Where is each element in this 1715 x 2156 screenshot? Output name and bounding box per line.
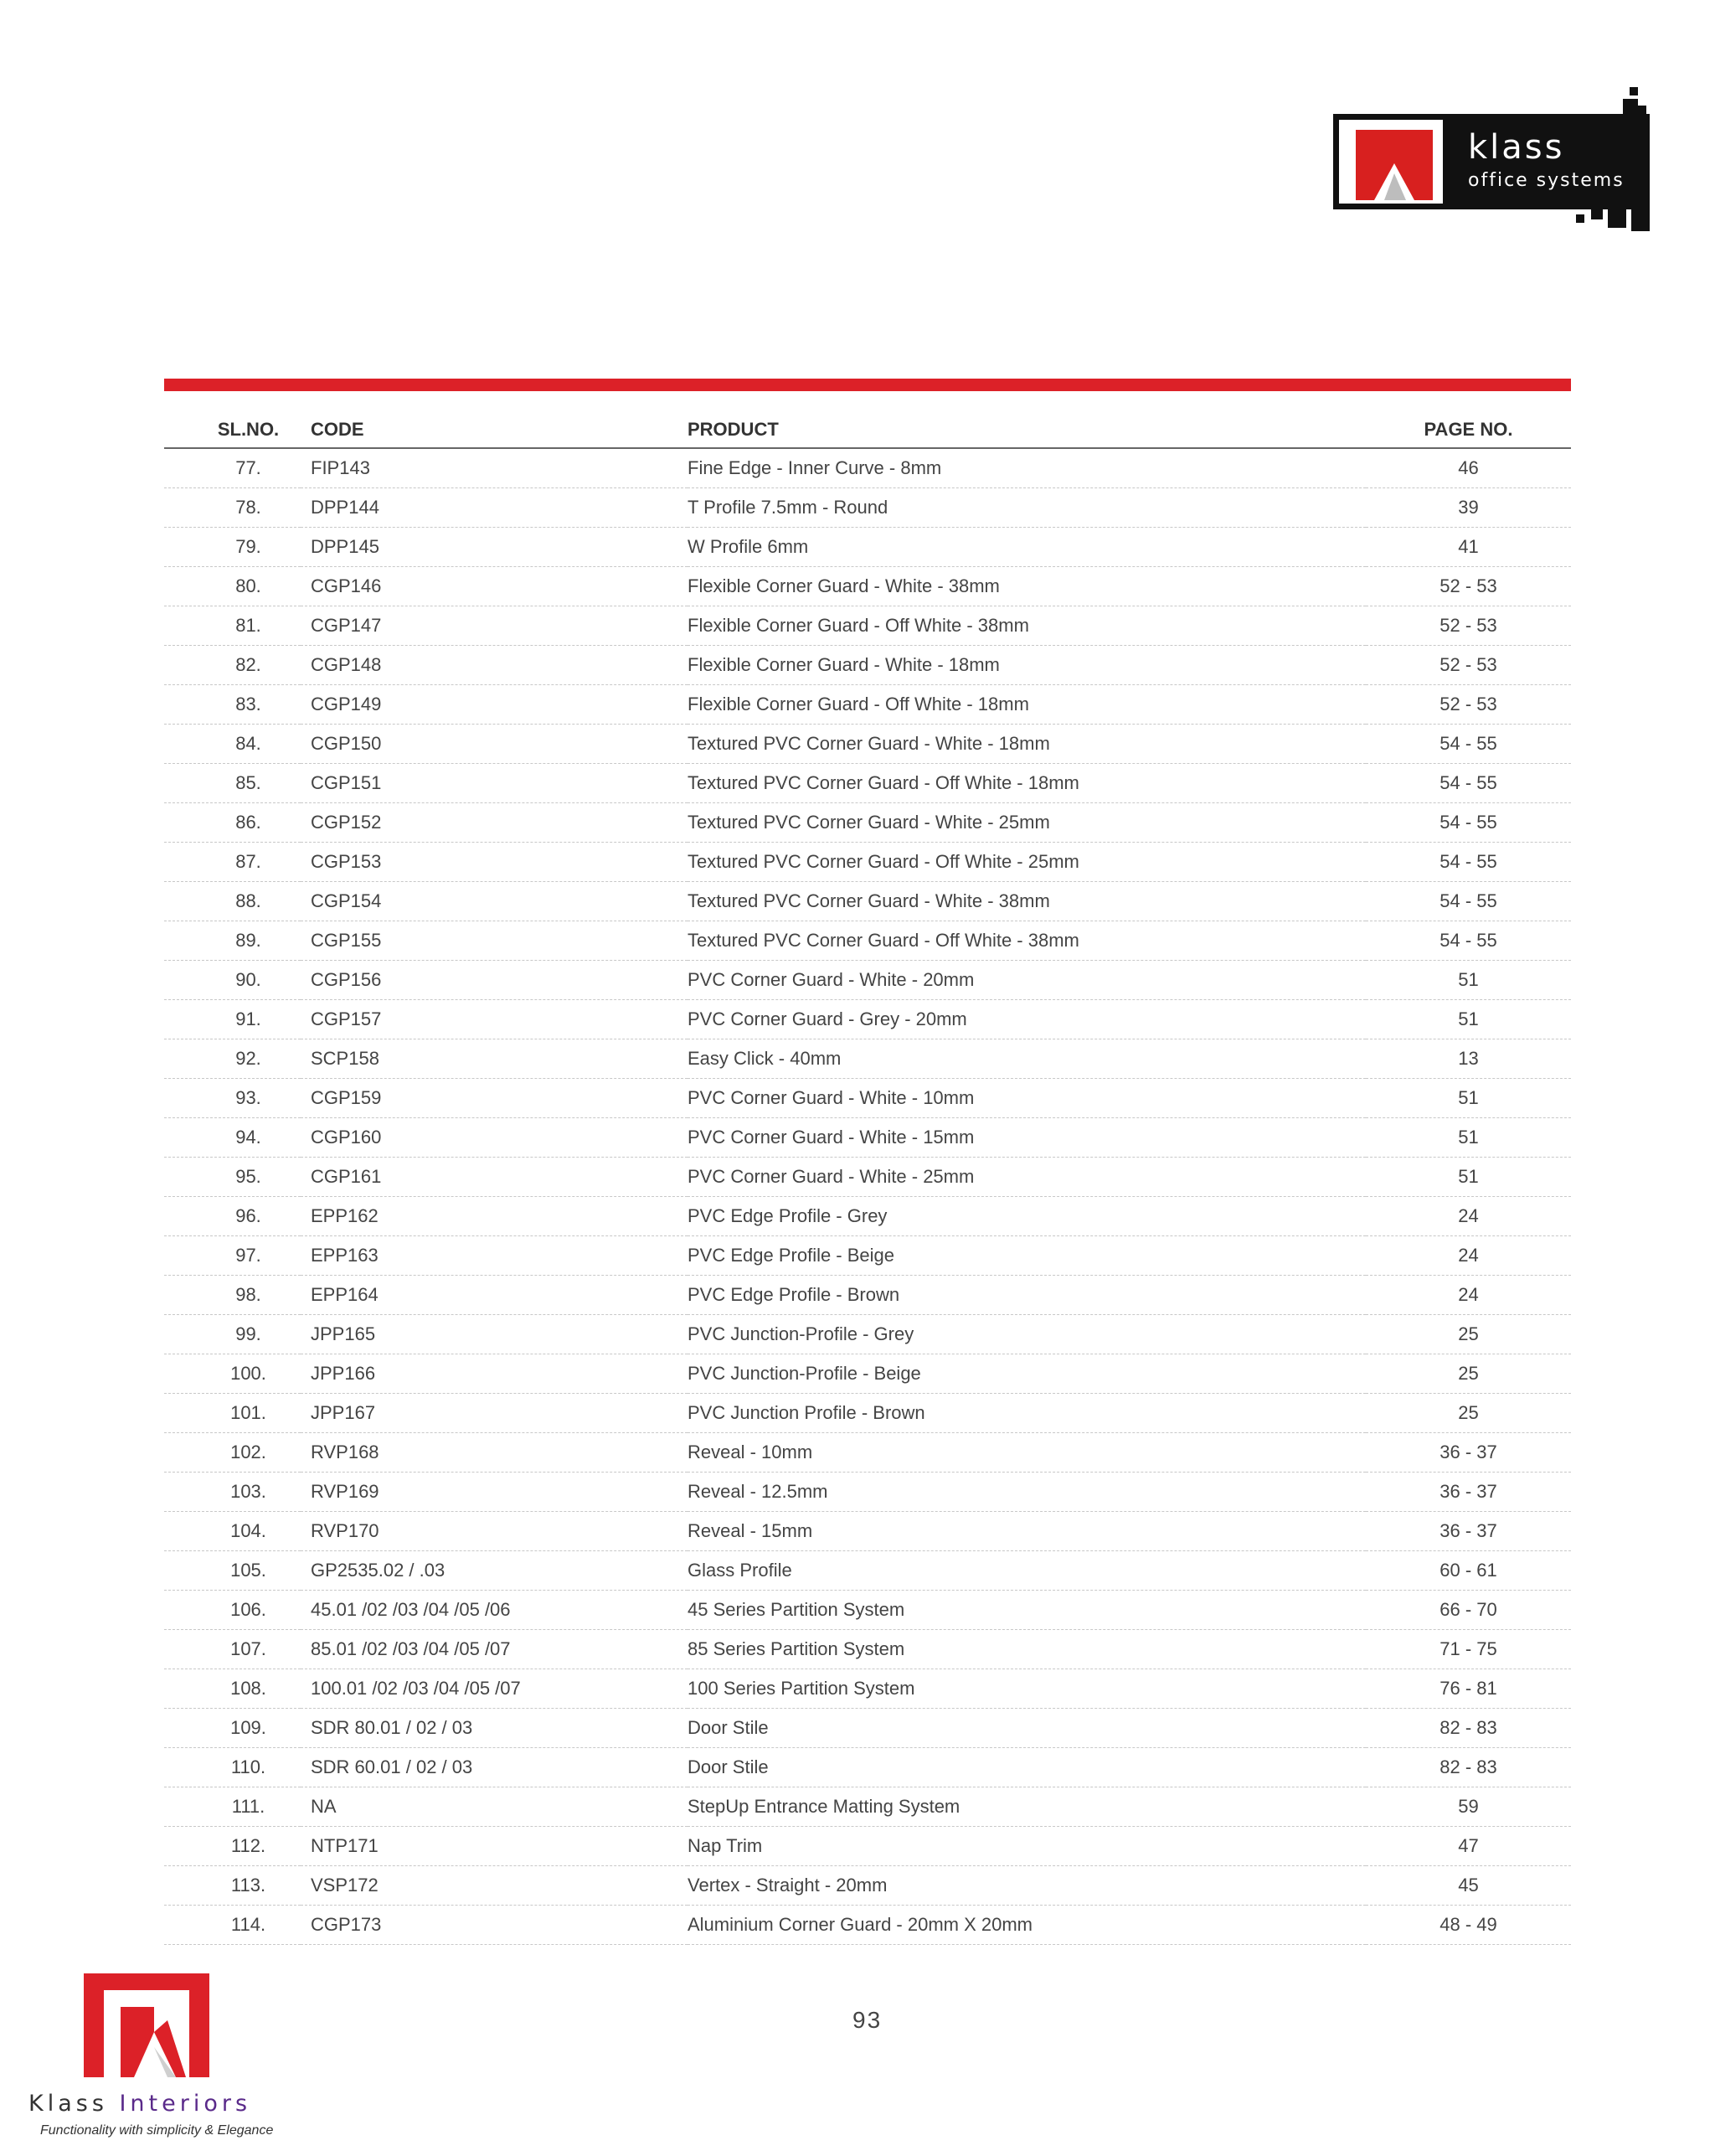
cell-page-no: 45 bbox=[1366, 1866, 1571, 1906]
cell-product: PVC Corner Guard - White - 10mm bbox=[688, 1079, 1366, 1118]
table-row bbox=[164, 1354, 1571, 1394]
cell-product: StepUp Entrance Matting System bbox=[688, 1787, 1366, 1827]
table-row bbox=[164, 1473, 1571, 1512]
cell-product: T Profile 7.5mm - Round bbox=[688, 488, 1366, 528]
brand-subtitle: office systems bbox=[1468, 170, 1625, 191]
cell-sl-no: 97. bbox=[164, 1236, 301, 1276]
cell-sl-no: 90. bbox=[164, 961, 301, 1000]
cell-code: CGP173 bbox=[301, 1906, 688, 1945]
logo-pixel bbox=[1576, 214, 1584, 223]
cell-sl-no: 98. bbox=[164, 1276, 301, 1315]
table-row bbox=[164, 488, 1571, 528]
brand-mark-icon bbox=[1356, 130, 1433, 200]
cell-sl-no: 89. bbox=[164, 921, 301, 961]
cell-page-no: 46 bbox=[1366, 448, 1571, 488]
logo-pixel bbox=[1631, 209, 1650, 231]
logo-pixel bbox=[1591, 208, 1603, 219]
cell-product: Textured PVC Corner Guard - White - 25mm bbox=[688, 803, 1366, 843]
cell-product: Reveal - 12.5mm bbox=[688, 1473, 1366, 1512]
cell-product: Textured PVC Corner Guard - Off White - 38mm bbox=[688, 921, 1366, 961]
cell-product: PVC Edge Profile - Grey bbox=[688, 1197, 1366, 1236]
cell-page-no: 25 bbox=[1366, 1394, 1571, 1433]
cell-code: RVP170 bbox=[301, 1512, 688, 1551]
table-row bbox=[164, 606, 1571, 646]
cell-page-no: 51 bbox=[1366, 1158, 1571, 1197]
cell-code: RVP168 bbox=[301, 1433, 688, 1473]
table-row bbox=[164, 725, 1571, 764]
cell-code: CGP152 bbox=[301, 803, 688, 843]
cell-page-no: 52 - 53 bbox=[1366, 685, 1571, 725]
logo-pixel bbox=[1630, 87, 1638, 95]
cell-code: JPP167 bbox=[301, 1394, 688, 1433]
table-row bbox=[164, 1197, 1571, 1236]
cell-product: PVC Edge Profile - Beige bbox=[688, 1236, 1366, 1276]
cell-sl-no: 85. bbox=[164, 764, 301, 803]
cell-product: PVC Junction-Profile - Grey bbox=[688, 1315, 1366, 1354]
cell-page-no: 25 bbox=[1366, 1354, 1571, 1394]
table-row bbox=[164, 1079, 1571, 1118]
product-index-table bbox=[164, 412, 1571, 1945]
cell-sl-no: 91. bbox=[164, 1000, 301, 1039]
cell-code: NTP171 bbox=[301, 1827, 688, 1866]
cell-sl-no: 101. bbox=[164, 1394, 301, 1433]
cell-sl-no: 112. bbox=[164, 1827, 301, 1866]
cell-code: CGP153 bbox=[301, 843, 688, 882]
table-header-row bbox=[164, 412, 1571, 448]
table-row bbox=[164, 1158, 1571, 1197]
cell-code: CGP154 bbox=[301, 882, 688, 921]
cell-product: Door Stile bbox=[688, 1709, 1366, 1748]
footer-name-part2: Interiors bbox=[119, 2091, 252, 2117]
cell-page-no: 54 - 55 bbox=[1366, 803, 1571, 843]
table-row bbox=[164, 1591, 1571, 1630]
header-code: CODE bbox=[301, 412, 688, 448]
cell-code: CGP147 bbox=[301, 606, 688, 646]
table-row bbox=[164, 685, 1571, 725]
table-row bbox=[164, 528, 1571, 567]
cell-product: Flexible Corner Guard - White - 18mm bbox=[688, 646, 1366, 685]
cell-sl-no: 88. bbox=[164, 882, 301, 921]
table-row bbox=[164, 1000, 1571, 1039]
cell-code: RVP169 bbox=[301, 1473, 688, 1512]
cell-product: 45 Series Partition System bbox=[688, 1591, 1366, 1630]
cell-sl-no: 94. bbox=[164, 1118, 301, 1158]
cell-sl-no: 81. bbox=[164, 606, 301, 646]
cell-code: CGP156 bbox=[301, 961, 688, 1000]
cell-product: Flexible Corner Guard - Off White - 38mm bbox=[688, 606, 1366, 646]
cell-sl-no: 105. bbox=[164, 1551, 301, 1591]
cell-page-no: 48 - 49 bbox=[1366, 1906, 1571, 1945]
cell-sl-no: 104. bbox=[164, 1512, 301, 1551]
cell-page-no: 51 bbox=[1366, 961, 1571, 1000]
cell-code: 45.01 /02 /03 /04 /05 /06 bbox=[301, 1591, 688, 1630]
cell-code: CGP151 bbox=[301, 764, 688, 803]
footer-name-part1: Klass bbox=[28, 2091, 120, 2117]
footer-company-name bbox=[28, 2091, 251, 2117]
cell-product: Glass Profile bbox=[688, 1551, 1366, 1591]
cell-sl-no: 108. bbox=[164, 1669, 301, 1709]
cell-product: PVC Edge Profile - Brown bbox=[688, 1276, 1366, 1315]
cell-page-no: 54 - 55 bbox=[1366, 764, 1571, 803]
cell-product: Textured PVC Corner Guard - Off White - 25mm bbox=[688, 843, 1366, 882]
cell-page-no: 54 - 55 bbox=[1366, 843, 1571, 882]
cell-page-no: 52 - 53 bbox=[1366, 646, 1571, 685]
cell-sl-no: 113. bbox=[164, 1866, 301, 1906]
cell-code: CGP159 bbox=[301, 1079, 688, 1118]
cell-page-no: 39 bbox=[1366, 488, 1571, 528]
cell-page-no: 24 bbox=[1366, 1236, 1571, 1276]
cell-page-no: 54 - 55 bbox=[1366, 725, 1571, 764]
cell-product: Fine Edge - Inner Curve - 8mm bbox=[688, 448, 1366, 488]
cell-product: PVC Junction-Profile - Beige bbox=[688, 1354, 1366, 1394]
table-row bbox=[164, 764, 1571, 803]
header-sl-no: SL.NO. bbox=[164, 412, 301, 448]
cell-code: CGP146 bbox=[301, 567, 688, 606]
header-page-no: PAGE NO. bbox=[1366, 412, 1571, 448]
cell-page-no: 54 - 55 bbox=[1366, 882, 1571, 921]
cell-product: Reveal - 15mm bbox=[688, 1512, 1366, 1551]
cell-code: CGP157 bbox=[301, 1000, 688, 1039]
header-red-bar bbox=[164, 379, 1571, 391]
cell-page-no: 51 bbox=[1366, 1118, 1571, 1158]
table-row bbox=[164, 961, 1571, 1000]
cell-code: EPP162 bbox=[301, 1197, 688, 1236]
cell-product: PVC Junction Profile - Brown bbox=[688, 1394, 1366, 1433]
table-row bbox=[164, 646, 1571, 685]
logo-pixel bbox=[1623, 99, 1638, 114]
table-row bbox=[164, 1394, 1571, 1433]
table-row bbox=[164, 1118, 1571, 1158]
cell-sl-no: 78. bbox=[164, 488, 301, 528]
cell-page-no: 66 - 70 bbox=[1366, 1591, 1571, 1630]
table-row bbox=[164, 1315, 1571, 1354]
table-row bbox=[164, 1906, 1571, 1945]
cell-product: PVC Corner Guard - Grey - 20mm bbox=[688, 1000, 1366, 1039]
cell-page-no: 24 bbox=[1366, 1276, 1571, 1315]
table-row bbox=[164, 1787, 1571, 1827]
cell-product: Flexible Corner Guard - Off White - 18mm bbox=[688, 685, 1366, 725]
cell-page-no: 52 - 53 bbox=[1366, 606, 1571, 646]
cell-page-no: 82 - 83 bbox=[1366, 1748, 1571, 1787]
table-row bbox=[164, 1276, 1571, 1315]
table-row bbox=[164, 1512, 1571, 1551]
table-row bbox=[164, 1669, 1571, 1709]
cell-code: VSP172 bbox=[301, 1866, 688, 1906]
cell-page-no: 47 bbox=[1366, 1827, 1571, 1866]
cell-code: CGP150 bbox=[301, 725, 688, 764]
cell-page-no: 60 - 61 bbox=[1366, 1551, 1571, 1591]
footer-tagline: Functionality with simplicity & Elegance bbox=[40, 2123, 274, 2138]
cell-sl-no: 99. bbox=[164, 1315, 301, 1354]
cell-sl-no: 103. bbox=[164, 1473, 301, 1512]
cell-code: JPP165 bbox=[301, 1315, 688, 1354]
cell-sl-no: 83. bbox=[164, 685, 301, 725]
cell-sl-no: 109. bbox=[164, 1709, 301, 1748]
table-row bbox=[164, 1709, 1571, 1748]
table-row bbox=[164, 1827, 1571, 1866]
cell-code: GP2535.02 / .03 bbox=[301, 1551, 688, 1591]
table-row bbox=[164, 1551, 1571, 1591]
table-row bbox=[164, 921, 1571, 961]
cell-code: CGP161 bbox=[301, 1158, 688, 1197]
cell-code: JPP166 bbox=[301, 1354, 688, 1394]
table-row bbox=[164, 567, 1571, 606]
cell-sl-no: 114. bbox=[164, 1906, 301, 1945]
cell-code: 100.01 /02 /03 /04 /05 /07 bbox=[301, 1669, 688, 1709]
cell-page-no: 52 - 53 bbox=[1366, 567, 1571, 606]
cell-product: Reveal - 10mm bbox=[688, 1433, 1366, 1473]
cell-product: PVC Corner Guard - White - 15mm bbox=[688, 1118, 1366, 1158]
cell-code: EPP164 bbox=[301, 1276, 688, 1315]
cell-product: 85 Series Partition System bbox=[688, 1630, 1366, 1669]
cell-page-no: 51 bbox=[1366, 1000, 1571, 1039]
cell-code: CGP155 bbox=[301, 921, 688, 961]
cell-sl-no: 95. bbox=[164, 1158, 301, 1197]
cell-code: CGP148 bbox=[301, 646, 688, 685]
cell-sl-no: 107. bbox=[164, 1630, 301, 1669]
cell-page-no: 71 - 75 bbox=[1366, 1630, 1571, 1669]
cell-sl-no: 92. bbox=[164, 1039, 301, 1079]
cell-product: Textured PVC Corner Guard - White - 18mm bbox=[688, 725, 1366, 764]
table-row bbox=[164, 1748, 1571, 1787]
cell-product: Door Stile bbox=[688, 1748, 1366, 1787]
cell-code: 85.01 /02 /03 /04 /05 /07 bbox=[301, 1630, 688, 1669]
table-row bbox=[164, 1236, 1571, 1276]
cell-product: Flexible Corner Guard - White - 38mm bbox=[688, 567, 1366, 606]
brand-mark-frame bbox=[1339, 120, 1443, 204]
table-row bbox=[164, 1433, 1571, 1473]
header-product: PRODUCT bbox=[688, 412, 1366, 448]
cell-page-no: 54 - 55 bbox=[1366, 921, 1571, 961]
cell-page-no: 76 - 81 bbox=[1366, 1669, 1571, 1709]
cell-sl-no: 100. bbox=[164, 1354, 301, 1394]
cell-product: Textured PVC Corner Guard - Off White - 18mm bbox=[688, 764, 1366, 803]
cell-page-no: 51 bbox=[1366, 1079, 1571, 1118]
cell-page-no: 59 bbox=[1366, 1787, 1571, 1827]
cell-page-no: 41 bbox=[1366, 528, 1571, 567]
logo-pixel bbox=[1608, 206, 1626, 228]
cell-sl-no: 80. bbox=[164, 567, 301, 606]
cell-code: CGP160 bbox=[301, 1118, 688, 1158]
cell-sl-no: 84. bbox=[164, 725, 301, 764]
table-row bbox=[164, 1630, 1571, 1669]
table-row bbox=[164, 1039, 1571, 1079]
cell-product: Easy Click - 40mm bbox=[688, 1039, 1366, 1079]
footer-logo-icon bbox=[84, 1973, 209, 2082]
cell-code: SCP158 bbox=[301, 1039, 688, 1079]
cell-product: Vertex - Straight - 20mm bbox=[688, 1866, 1366, 1906]
cell-page-no: 24 bbox=[1366, 1197, 1571, 1236]
cell-product: Textured PVC Corner Guard - White - 38mm bbox=[688, 882, 1366, 921]
cell-sl-no: 87. bbox=[164, 843, 301, 882]
cell-sl-no: 110. bbox=[164, 1748, 301, 1787]
cell-sl-no: 96. bbox=[164, 1197, 301, 1236]
cell-sl-no: 86. bbox=[164, 803, 301, 843]
table-row bbox=[164, 1866, 1571, 1906]
cell-page-no: 36 - 37 bbox=[1366, 1512, 1571, 1551]
cell-sl-no: 93. bbox=[164, 1079, 301, 1118]
cell-code: NA bbox=[301, 1787, 688, 1827]
cell-code: DPP144 bbox=[301, 488, 688, 528]
brand-box bbox=[1333, 114, 1650, 209]
table-row bbox=[164, 843, 1571, 882]
cell-product: Aluminium Corner Guard - 20mm X 20mm bbox=[688, 1906, 1366, 1945]
table-row bbox=[164, 448, 1571, 488]
cell-page-no: 13 bbox=[1366, 1039, 1571, 1079]
cell-page-no: 82 - 83 bbox=[1366, 1709, 1571, 1748]
cell-sl-no: 102. bbox=[164, 1433, 301, 1473]
cell-code: FIP143 bbox=[301, 448, 688, 488]
brand-name: klass bbox=[1468, 128, 1565, 167]
table-body bbox=[164, 448, 1571, 1945]
cell-product: W Profile 6mm bbox=[688, 528, 1366, 567]
cell-code: CGP149 bbox=[301, 685, 688, 725]
page-number: 93 bbox=[852, 2007, 883, 2033]
brand-logo bbox=[1333, 80, 1656, 240]
table-row bbox=[164, 803, 1571, 843]
cell-code: DPP145 bbox=[301, 528, 688, 567]
cell-sl-no: 106. bbox=[164, 1591, 301, 1630]
cell-sl-no: 82. bbox=[164, 646, 301, 685]
cell-code: EPP163 bbox=[301, 1236, 688, 1276]
cell-product: PVC Corner Guard - White - 25mm bbox=[688, 1158, 1366, 1197]
cell-page-no: 36 - 37 bbox=[1366, 1473, 1571, 1512]
cell-sl-no: 77. bbox=[164, 448, 301, 488]
cell-product: Nap Trim bbox=[688, 1827, 1366, 1866]
cell-sl-no: 79. bbox=[164, 528, 301, 567]
cell-code: SDR 80.01 / 02 / 03 bbox=[301, 1709, 688, 1748]
cell-product: PVC Corner Guard - White - 20mm bbox=[688, 961, 1366, 1000]
cell-page-no: 36 - 37 bbox=[1366, 1433, 1571, 1473]
cell-page-no: 25 bbox=[1366, 1315, 1571, 1354]
logo-pixel bbox=[1638, 106, 1646, 114]
cell-sl-no: 111. bbox=[164, 1787, 301, 1827]
cell-code: SDR 60.01 / 02 / 03 bbox=[301, 1748, 688, 1787]
table-row bbox=[164, 882, 1571, 921]
cell-product: 100 Series Partition System bbox=[688, 1669, 1366, 1709]
